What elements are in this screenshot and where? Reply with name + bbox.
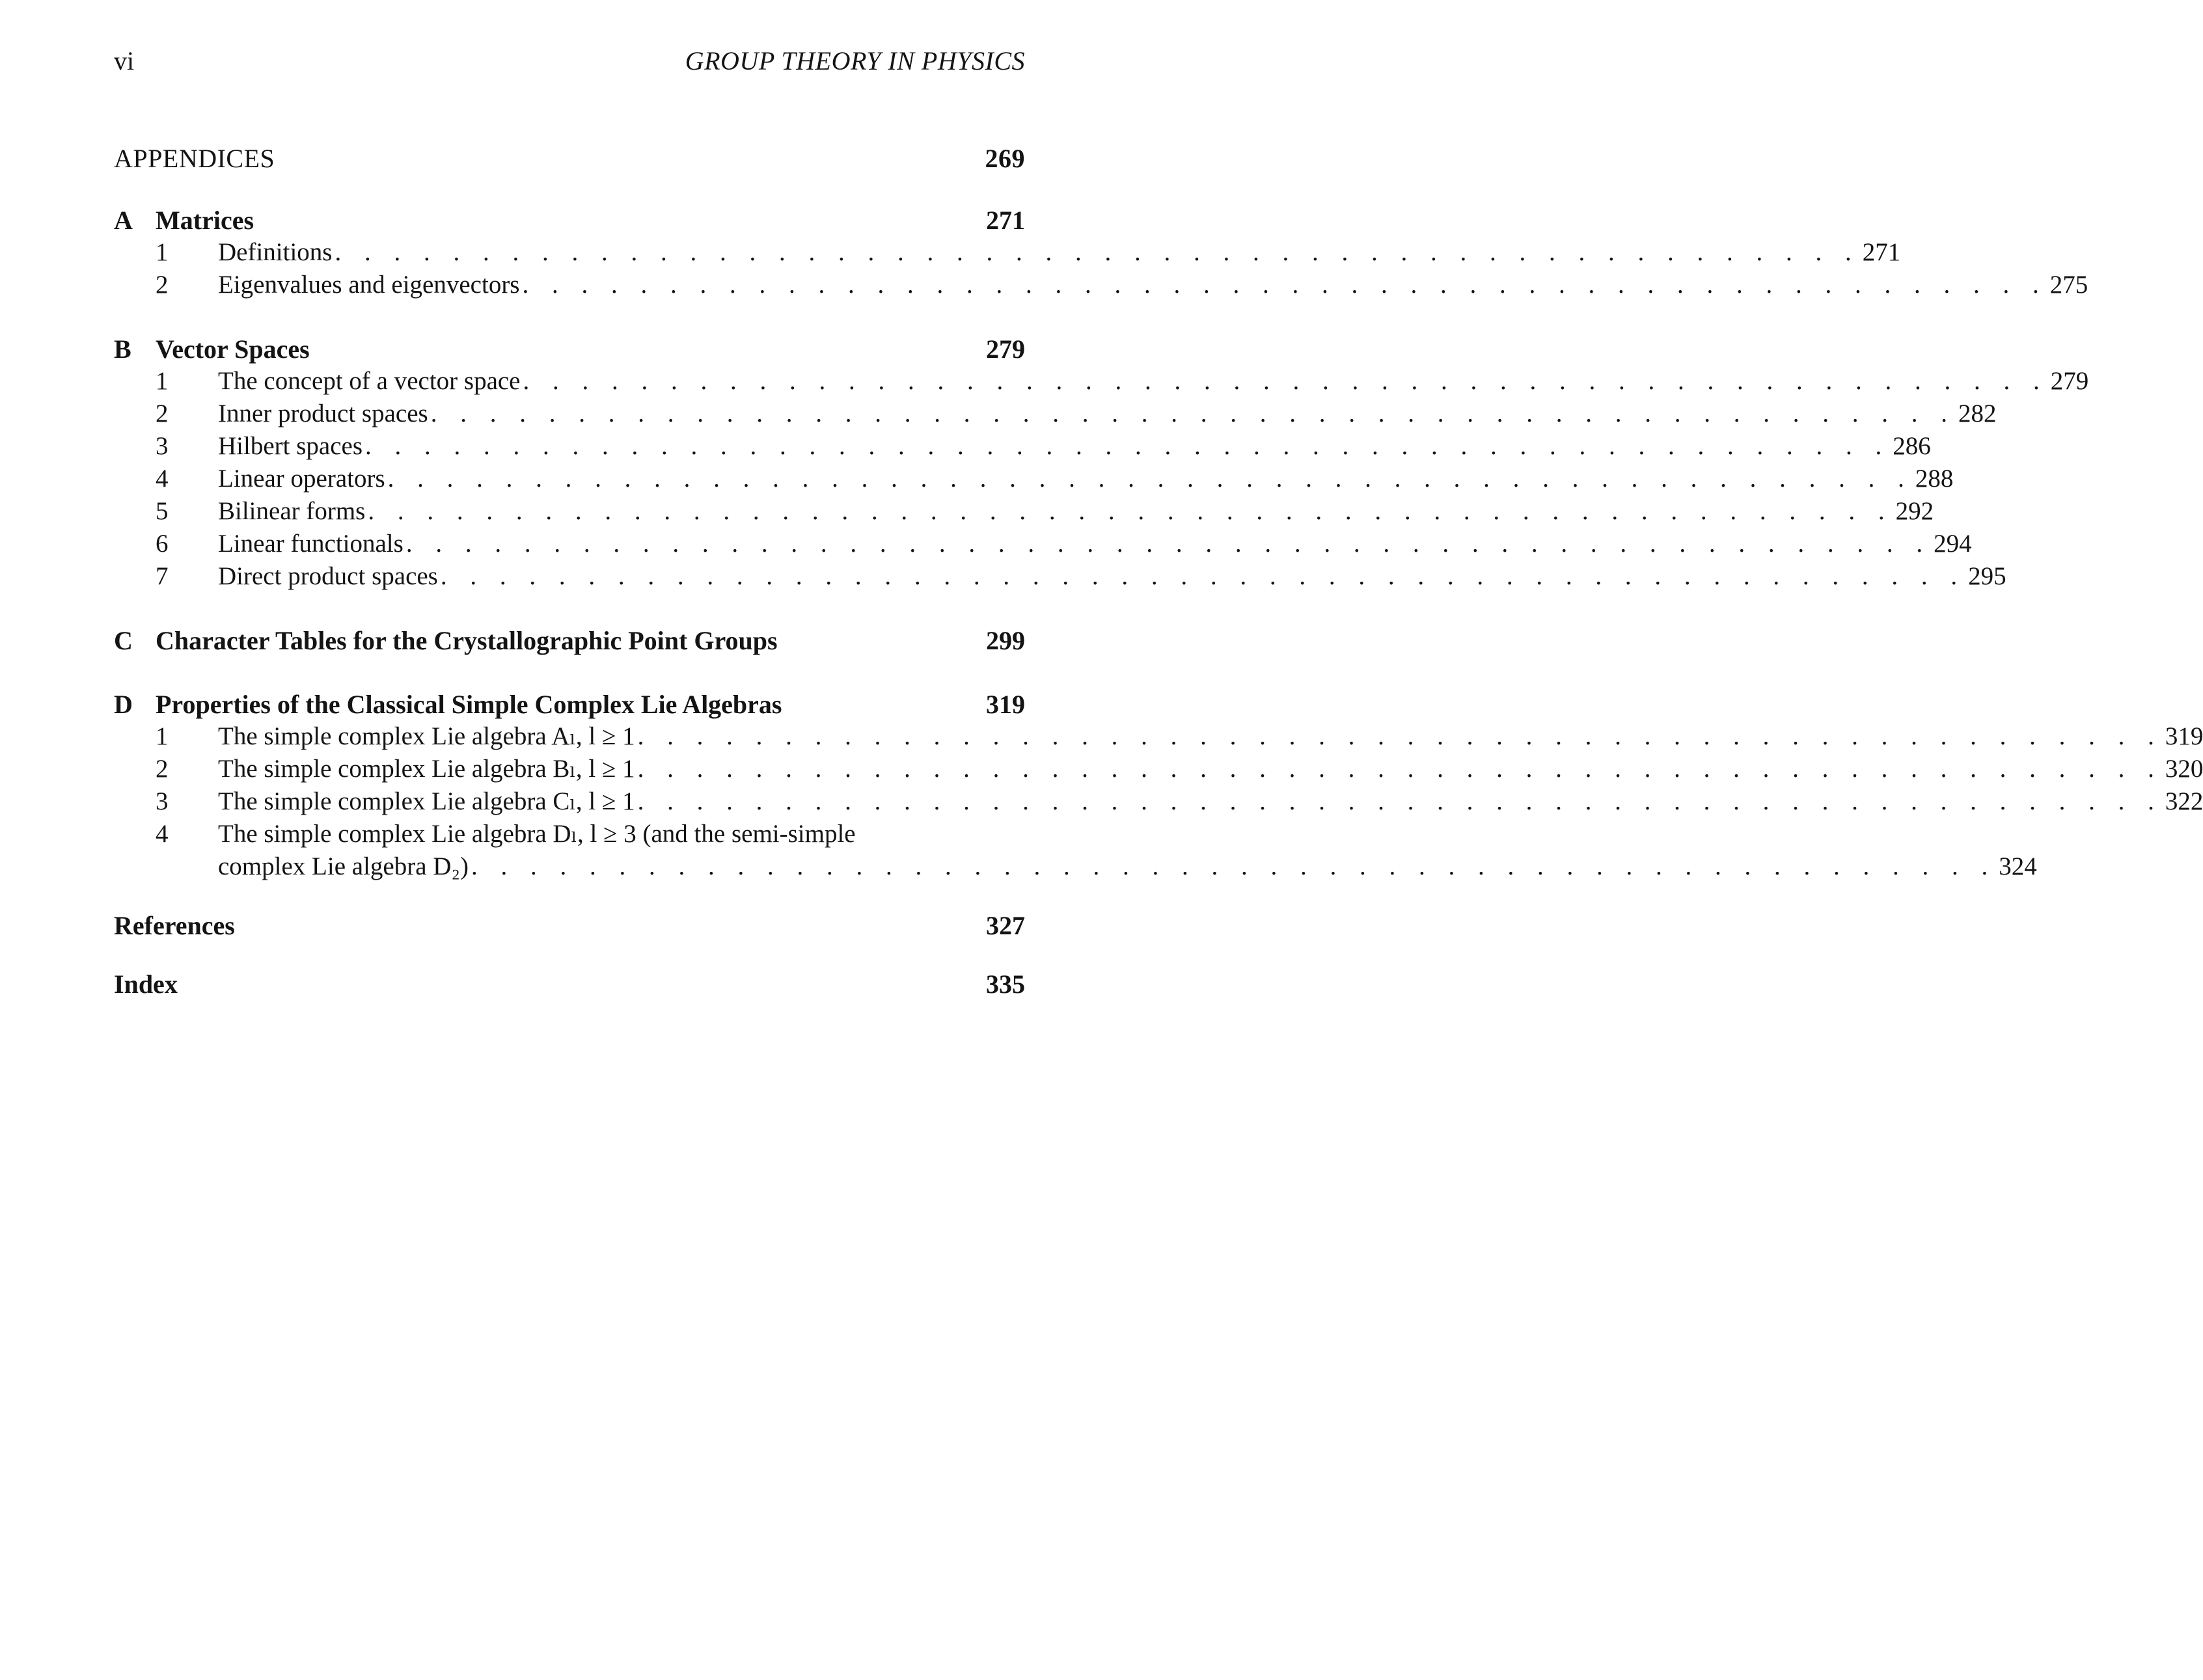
section-entry[interactable]: [114, 431, 1931, 464]
section-entry[interactable]: [114, 270, 2088, 303]
section-number: 1: [156, 367, 169, 395]
references-entry[interactable]: [114, 910, 1025, 943]
dot-leader: . . . . . . . . . . . . . . . . . . . . . . . . . . . . . . . . . . . . . . . . . . . . . . . . . . . .: [440, 562, 1966, 590]
dot-leader: . . . . . . . . . . . . . . . . . . . . . . . . . . . . . . . . . . . . . . . . . . . . . . . . . . . .: [368, 497, 1893, 525]
section-page: 275: [2049, 271, 2088, 299]
section-page: 322: [2165, 787, 2203, 815]
section-number: 3: [156, 787, 169, 815]
dot-leader: . . . . . . . . . . . . . . . . . . . . . . . . . . . . . . . . . . . . . . . . . . . . . . . . . . . .: [637, 787, 2163, 815]
section-page: 295: [1968, 562, 2006, 590]
section-page: 288: [1915, 465, 1954, 493]
section-number: 7: [156, 562, 169, 590]
chapter-title: Character Tables for the Crystallographic Point Groups: [156, 626, 778, 655]
section-number: 2: [156, 755, 169, 783]
chapter-title: Vector Spaces: [156, 334, 310, 364]
dot-leader: . . . . . . . . . . . . . . . . . . . . . . . . . . . . . . . . . . . . . . . . . . . . . . . . . . . .: [522, 271, 2047, 299]
section-page: 320: [2165, 755, 2203, 783]
section-number: 1: [156, 238, 169, 266]
dot-leader: . . . . . . . . . . . . . . . . . . . . . . . . . . . . . . . . . . . . . . . . . . . . . . . . . . . .: [637, 722, 2163, 750]
section-page: 271: [1862, 238, 1901, 266]
back-matter-page: 327: [986, 911, 1025, 940]
section-title-line2: complex Lie algebra D₂): [218, 852, 469, 880]
chapter-page: 271: [986, 206, 1025, 235]
section-title: Direct product spaces: [218, 562, 438, 590]
section-entry[interactable]: [114, 819, 2037, 884]
section-title: Bilinear forms: [218, 497, 366, 525]
section-title: Inner product spaces: [218, 400, 428, 427]
chapter-letter: D: [114, 690, 133, 719]
section-title: Linear operators: [218, 465, 385, 493]
section-entry[interactable]: [114, 464, 1954, 496]
section-entry[interactable]: [114, 722, 2203, 754]
section-number: 2: [156, 400, 169, 427]
section-title: Hilbert spaces: [218, 432, 363, 460]
back-matter-page: 335: [986, 969, 1025, 999]
section-number: 1: [156, 722, 169, 750]
chapter-entry[interactable]: [114, 625, 1025, 658]
folio: vi: [114, 46, 135, 75]
section-entry[interactable]: [114, 562, 2006, 594]
section-title: The simple complex Lie algebra Bₗ, l ≥ 1: [218, 755, 635, 783]
chapter-entry[interactable]: [114, 205, 1025, 237]
chapter-entry[interactable]: [114, 334, 1025, 366]
dot-leader: . . . . . . . . . . . . . . . . . . . . . . . . . . . . . . . . . . . . . . . . . . . . . . . . . . . .: [335, 238, 1860, 266]
running-head: [114, 46, 1025, 85]
chapter-page: 319: [986, 690, 1025, 719]
chapter-c: [114, 625, 1025, 658]
section-number: 4: [156, 465, 169, 493]
section-number: 4: [156, 820, 169, 848]
section-page: 319: [2165, 722, 2203, 750]
dot-leader: . . . . . . . . . . . . . . . . . . . . . . . . . . . . . . . . . . . . . . . . . . . . . . . . . . . .: [523, 367, 2048, 395]
section-entry[interactable]: [114, 399, 1997, 431]
section-entry[interactable]: [114, 754, 2203, 787]
dot-leader: . . . . . . . . . . . . . . . . . . . . . . . . . . . . . . . . . . . . . . . . . . . . . . . . . . . .: [430, 400, 1956, 427]
section-title-line1: The simple complex Lie algebra Dₗ, l ≥ 3 (and the semi-simple: [218, 820, 856, 848]
chapter-b: [114, 334, 2089, 594]
section-page: 286: [1893, 432, 1931, 460]
section-page: 294: [1934, 530, 1972, 558]
section-number: 2: [156, 271, 169, 299]
section-page: 279: [2050, 367, 2089, 395]
dot-leader: . . . . . . . . . . . . . . . . . . . . . . . . . . . . . . . . . . . . . . . . . . . . . . . . . . . .: [637, 755, 2163, 783]
part-page: 269: [985, 144, 1025, 173]
section-number: 6: [156, 530, 169, 558]
chapter-page: 279: [986, 334, 1025, 364]
section-page: 292: [1895, 497, 1934, 525]
chapter-d: [114, 689, 2203, 884]
dot-leader: . . . . . . . . . . . . . . . . . . . . . . . . . . . . . . . . . . . . . . . . . . . . . . . . . . . .: [365, 432, 1891, 460]
section-title: Definitions: [218, 238, 333, 266]
dot-leader: . . . . . . . . . . . . . . . . . . . . . . . . . . . . . . . . . . . . . . . . . . . . . . . . . . . .: [387, 465, 1913, 493]
section-number: 3: [156, 432, 169, 460]
section-entry[interactable]: [114, 237, 1901, 270]
chapter-letter: A: [114, 206, 133, 235]
section-title: The simple complex Lie algebra Aₗ, l ≥ 1: [218, 722, 635, 750]
section-title: Eigenvalues and eigenvectors: [218, 271, 520, 299]
chapter-title: Properties of the Classical Simple Complex Lie Algebras: [156, 690, 782, 719]
section-title: Linear functionals: [218, 530, 404, 558]
section-number: 5: [156, 497, 169, 525]
section-entry[interactable]: [114, 529, 1972, 562]
section-page: 324: [1999, 852, 2037, 880]
section-title: The concept of a vector space: [218, 367, 521, 395]
part-title: APPENDICES: [114, 144, 275, 173]
section-entry[interactable]: [114, 366, 2089, 399]
part-heading[interactable]: [114, 143, 1025, 174]
toc-page: [114, 46, 2203, 1001]
back-matter-title: References: [114, 911, 235, 940]
section-entry[interactable]: [114, 496, 1934, 529]
running-title: GROUP THEORY IN PHYSICS: [685, 46, 1025, 75]
dot-leader: . . . . . . . . . . . . . . . . . . . . . . . . . . . . . . . . . . . . . . . . . . . . . . . . . . . .: [405, 530, 1932, 558]
dot-leader: . . . . . . . . . . . . . . . . . . . . . . . . . . . . . . . . . . . . . . . . . . . . . . . . . . . .: [471, 852, 1997, 880]
chapter-page: 299: [986, 626, 1025, 655]
index-entry[interactable]: [114, 969, 1025, 1001]
section-page: 282: [1958, 400, 1997, 427]
back-matter-title: Index: [114, 969, 178, 999]
chapter-letter: C: [114, 626, 133, 655]
chapter-title: Matrices: [156, 206, 254, 235]
chapter-letter: B: [114, 334, 131, 364]
chapter-a: [114, 205, 2088, 303]
chapter-entry[interactable]: [114, 689, 1025, 722]
section-entry[interactable]: [114, 787, 2203, 819]
section-title: The simple complex Lie algebra Cₗ, l ≥ 1: [218, 787, 635, 815]
